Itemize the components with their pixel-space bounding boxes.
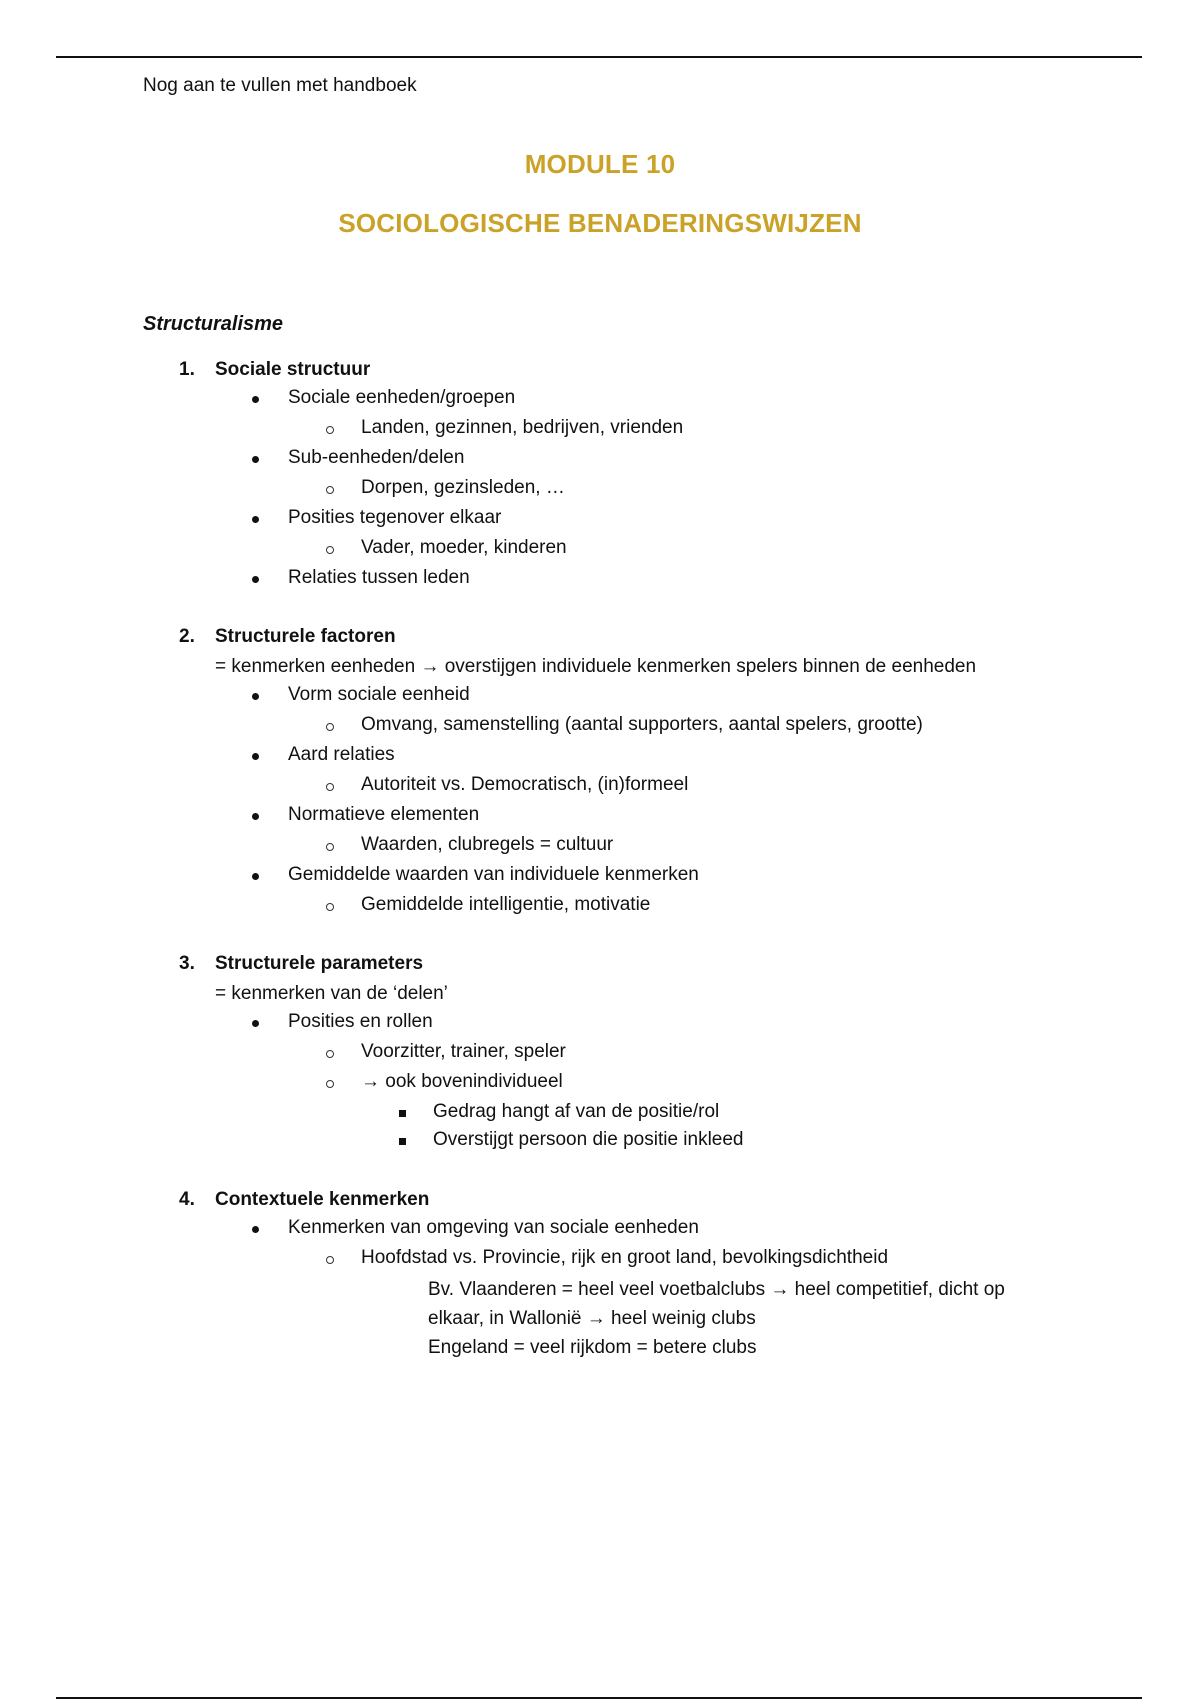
sub-bullet-text: Dorpen, gezinsleden, … [361,477,565,498]
paragraph-line: elkaar, in Wallonië → heel weinig clubs [428,1308,756,1329]
bullet-text: Posities tegenover elkaar [288,507,502,528]
sub-bullet-text: Waarden, clubregels = cultuur [361,834,614,855]
module-subtitle: SOCIOLOGISCHE BENADERINGSWIJZEN [338,208,862,238]
bullet-text: Vorm sociale eenheid [288,684,470,705]
bullet-icon [252,516,259,523]
circle-bullet-icon [326,903,334,911]
circle-bullet-icon [326,1256,334,1264]
item-number: 2. [179,626,195,647]
bullet-text: Normatieve elementen [288,804,480,825]
paragraph-line: Bv. Vlaanderen = heel veel voetbalclubs → heel competitief, dicht op [428,1279,1005,1300]
bullet-icon [252,396,259,403]
item-number: 4. [179,1189,195,1210]
sub-bullet-text: Vader, moeder, kinderen [361,537,567,558]
bullet-icon [252,456,259,463]
item-heading: Structurele parameters [215,953,424,974]
sub-sub-bullet-text: Overstijgt persoon die positie inkleed [433,1129,744,1150]
circle-bullet-icon [326,1050,334,1058]
circle-bullet-icon [326,783,334,791]
bullet-text: Sociale eenheden/groepen [288,387,516,408]
item-heading: Sociale structuur [215,359,371,380]
sub-bullet-text: Omvang, samenstelling (aantal supporters, aantal spelers, grootte) [361,714,923,735]
item-description: = kenmerken van de ‘delen’ [215,983,448,1004]
bullet-text: Gemiddelde waarden van individuele kenmerken [288,864,699,885]
bullet-text: Posities en rollen [288,1011,433,1032]
circle-bullet-icon [326,426,334,434]
circle-bullet-icon [326,546,334,554]
sub-bullet-text: Gemiddelde intelligentie, motivatie [361,894,651,915]
sub-bullet-text: Voorzitter, trainer, speler [361,1041,566,1062]
sub-bullet-text: Landen, gezinnen, bedrijven, vrienden [361,417,684,438]
item-heading: Contextuele kenmerken [215,1189,430,1210]
item-number: 3. [179,953,195,974]
circle-bullet-icon [326,723,334,731]
sub-sub-bullet-text: Gedrag hangt af van de positie/rol [433,1101,720,1122]
sub-bullet-text: → ook bovenindividueel [361,1071,563,1092]
item-heading: Structurele factoren [215,626,396,647]
circle-bullet-icon [326,843,334,851]
bullet-icon [252,873,259,880]
bullet-icon [252,576,259,583]
sub-bullet-text: Hoofdstad vs. Provincie, rijk en groot land, bevolkingsdichtheid [361,1247,889,1268]
bullet-icon [252,693,259,700]
square-bullet-icon [399,1110,406,1117]
bottom-rule [56,1697,1142,1699]
item-description: = kenmerken eenheden → overstijgen individuele kenmerken spelers binnen de eenheden [215,656,977,677]
header-note: Nog aan te vullen met handboek [143,75,417,96]
bullet-icon [252,1020,259,1027]
section-heading: Structuralisme [143,313,284,335]
top-rule [56,56,1142,58]
bullet-text: Relaties tussen leden [288,567,470,588]
module-title: MODULE 10 [524,149,676,179]
bullet-icon [252,813,259,820]
circle-bullet-icon [326,1080,334,1088]
bullet-text: Aard relaties [288,744,395,765]
item-number: 1. [179,359,195,380]
sub-bullet-text: Autoriteit vs. Democratisch, (in)formeel [361,774,689,795]
square-bullet-icon [399,1138,406,1145]
paragraph-line: Engeland = veel rijkdom = betere clubs [428,1337,757,1358]
bullet-text: Sub-eenheden/delen [288,447,465,468]
bullet-text: Kenmerken van omgeving van sociale eenheden [288,1217,699,1238]
bullet-icon [252,1226,259,1233]
circle-bullet-icon [326,486,334,494]
bullet-icon [252,753,259,760]
